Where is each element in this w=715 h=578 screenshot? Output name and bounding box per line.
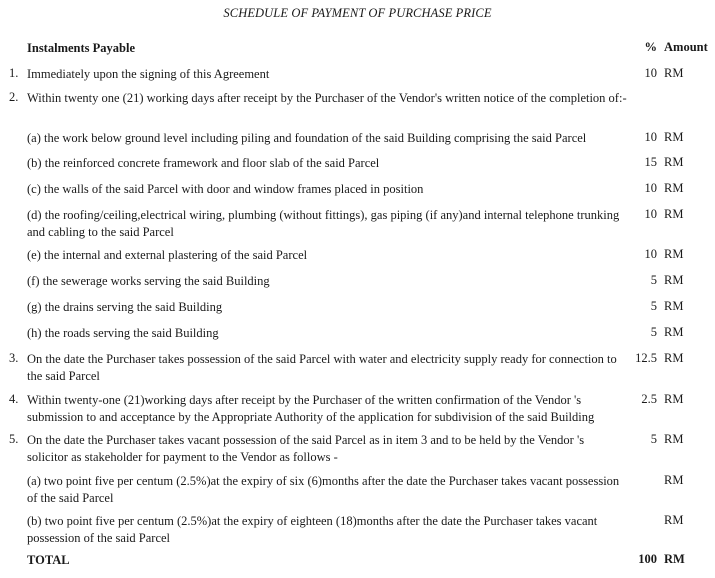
row-description: (g) the drains serving the said Building — [27, 300, 223, 314]
row-number: 5. — [9, 432, 19, 446]
row-amount: RM — [664, 130, 684, 144]
row-percent: 5 — [650, 299, 657, 313]
row-number: 1. — [9, 66, 19, 80]
row-description: (a) the work below ground level including piling and foundation of the said Building comprising the said Parcel — [27, 131, 587, 145]
row-number: 4. — [9, 392, 19, 406]
row-amount: RM — [664, 247, 684, 261]
row-amount: RM — [664, 325, 684, 339]
row-amount: RM — [664, 181, 684, 195]
row-percent: 5 — [650, 325, 657, 339]
row-description: Within twenty one (21) working days after receipt by the Purchaser of the Vendor's written notice of the completion of:- — [27, 91, 627, 105]
row-amount: RM — [664, 351, 684, 365]
row-amount: RM — [664, 473, 684, 487]
row-description: Within twenty-one (21)working days after receipt by the Purchaser of the written confirmation of the Vendor 's submission to and acceptance by the Appropriate Authority of the application for subdivision of the said Building — [27, 393, 595, 424]
row-description: (c) the walls of the said Parcel with door and window frames placed in position — [27, 182, 424, 196]
row-description: (b) two point five per centum (2.5%)at the expiry of eighteen (18)months after the date the Purchaser takes vacant possession of the said Parcel — [27, 514, 598, 545]
row-percent: 12.5 — [635, 351, 657, 365]
row-amount: RM — [664, 392, 684, 406]
row-percent: 10 — [644, 181, 657, 195]
row-description: (h) the roads serving the said Building — [27, 326, 219, 340]
row-amount: RM — [664, 155, 684, 169]
schedule-title: SCHEDULE OF PAYMENT OF PURCHASE PRICE — [223, 6, 492, 20]
row-amount: RM — [664, 432, 684, 446]
row-percent: 10 — [644, 247, 657, 261]
row-number: 2. — [9, 90, 19, 104]
row-description: (e) the internal and external plastering of the said Parcel — [27, 248, 308, 262]
row-percent: 5 — [650, 273, 657, 287]
row-amount: RM — [664, 273, 684, 287]
row-description: (a) two point five per centum (2.5%)at the expiry of six (6)months after the date the Purchaser takes vacant possession of the said Parcel — [27, 474, 620, 505]
header-percent-label: % — [644, 40, 657, 54]
row-percent: 10 — [644, 207, 657, 221]
row-description: On the date the Purchaser takes possession of the said Parcel with water and electricity supply ready for connection to the said Parcel — [27, 352, 617, 383]
header-instalments-label: Instalments Payable — [27, 41, 135, 55]
row-percent: 2.5 — [641, 392, 657, 406]
row-description: On the date the Purchaser takes vacant possession of the said Parcel as in item 3 and to be held by the Vendor 's solicitor as stakeholder for payment to the Vendor as follows - — [27, 433, 585, 464]
row-description: (b) the reinforced concrete framework and floor slab of the said Parcel — [27, 156, 380, 170]
row-amount: RM — [664, 207, 684, 221]
row-percent: 10 — [644, 130, 657, 144]
row-amount: RM — [664, 66, 684, 80]
row-description: (f) the sewerage works serving the said Building — [27, 274, 270, 288]
row-amount: RM — [664, 513, 684, 527]
total-amount: RM — [664, 552, 685, 566]
header-amount-label: Amount — [664, 40, 708, 54]
total-label: TOTAL — [27, 553, 70, 567]
row-percent: 10 — [644, 66, 657, 80]
row-description: Immediately upon the signing of this Agreement — [27, 67, 270, 81]
total-percent: 100 — [638, 552, 657, 566]
row-description: (d) the roofing/ceiling,electrical wiring, plumbing (without fittings), gas piping (if any)and internal telephone trunking and cabling to the said Parcel — [27, 208, 620, 239]
row-amount: RM — [664, 299, 684, 313]
row-percent: 15 — [644, 155, 657, 169]
row-number: 3. — [9, 351, 19, 365]
row-percent: 5 — [650, 432, 657, 446]
